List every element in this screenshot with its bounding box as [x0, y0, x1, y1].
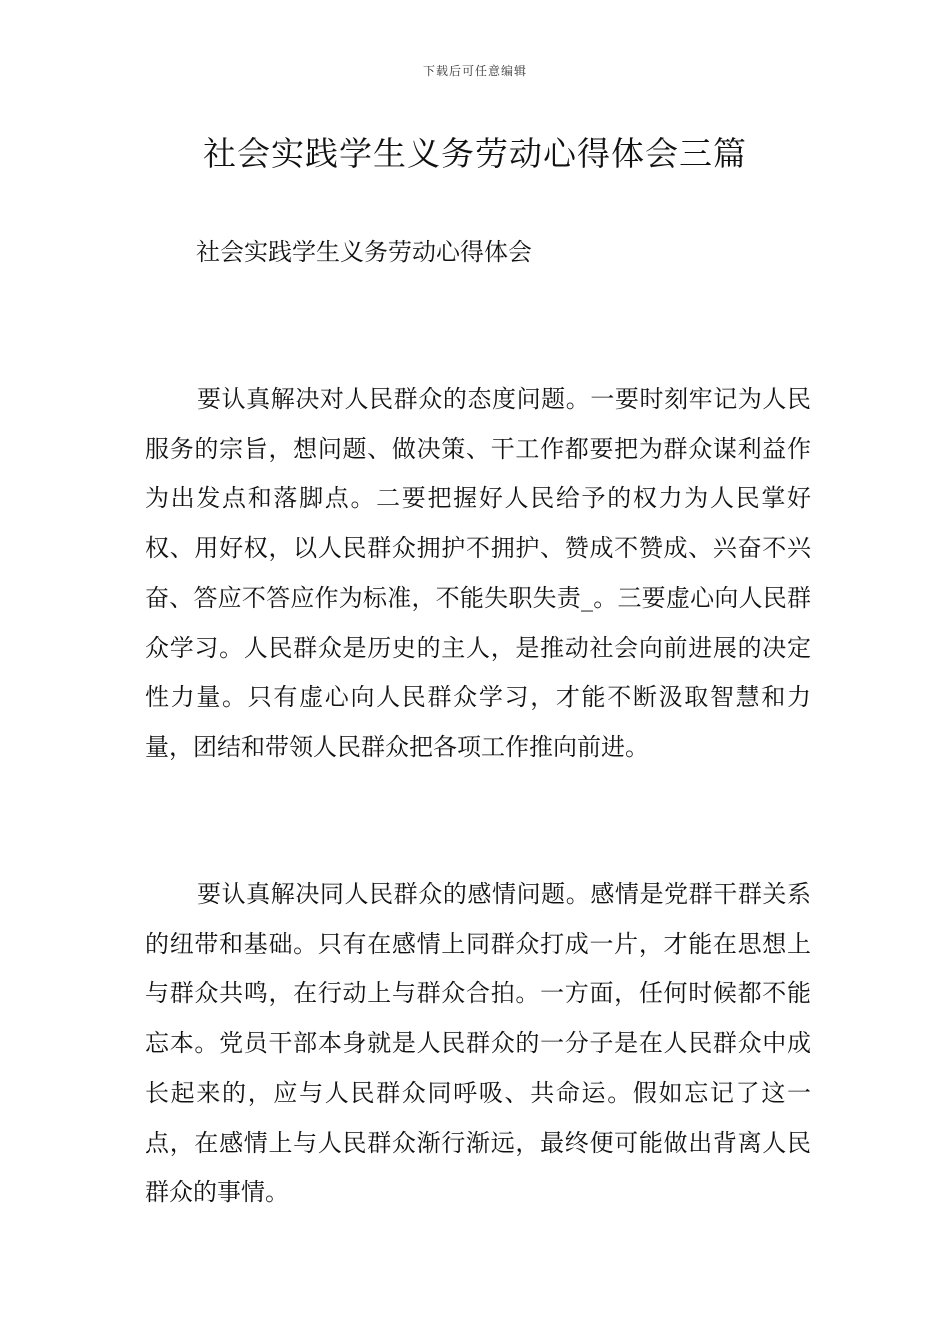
- document-subtitle: 社会实践学生义务劳动心得体会: [196, 238, 532, 266]
- header-note: 下载后可任意编辑: [422, 64, 527, 78]
- document-title: 社会实践学生义务劳动心得体会三篇: [203, 134, 747, 173]
- body-paragraph-1: 要认真解决对人民群众的态度问题。一要时刻牢记为人民服务的宗旨，想问题、做决策、干工作都要把为群众谋利益作为出发点和落脚点。二要把握好人民给予的权力为人民掌好权、用好权，以人民群众拥护不拥护、赞成不赞成、兴奋不兴奋、答应不答应作为标准，不能失职失责_。三要虚心向人民群众学习。人民群众是历史的主人，是推动社会向前进展的决定性力量。只有虚心向人民群众学习，才能不断汲取智慧和力量，团结和带领人民群众把各项工作推向前进。: [145, 385, 811, 761]
- body-paragraph-2: 要认真解决同人民群众的感情问题。感情是党群干群关系的纽带和基础。只有在感情上同群众打成一片，才能在思想上与群众共鸣，在行动上与群众合拍。一方面，任何时候都不能忘本。党员干部本身就是人民群众的一分子是在人民群众中成长起来的，应与人民群众同呼吸、共命运。假如忘记了这一点，在感情上与人民群众渐行渐远，最终便可能做出背离人民群众的事情。: [145, 880, 811, 1207]
